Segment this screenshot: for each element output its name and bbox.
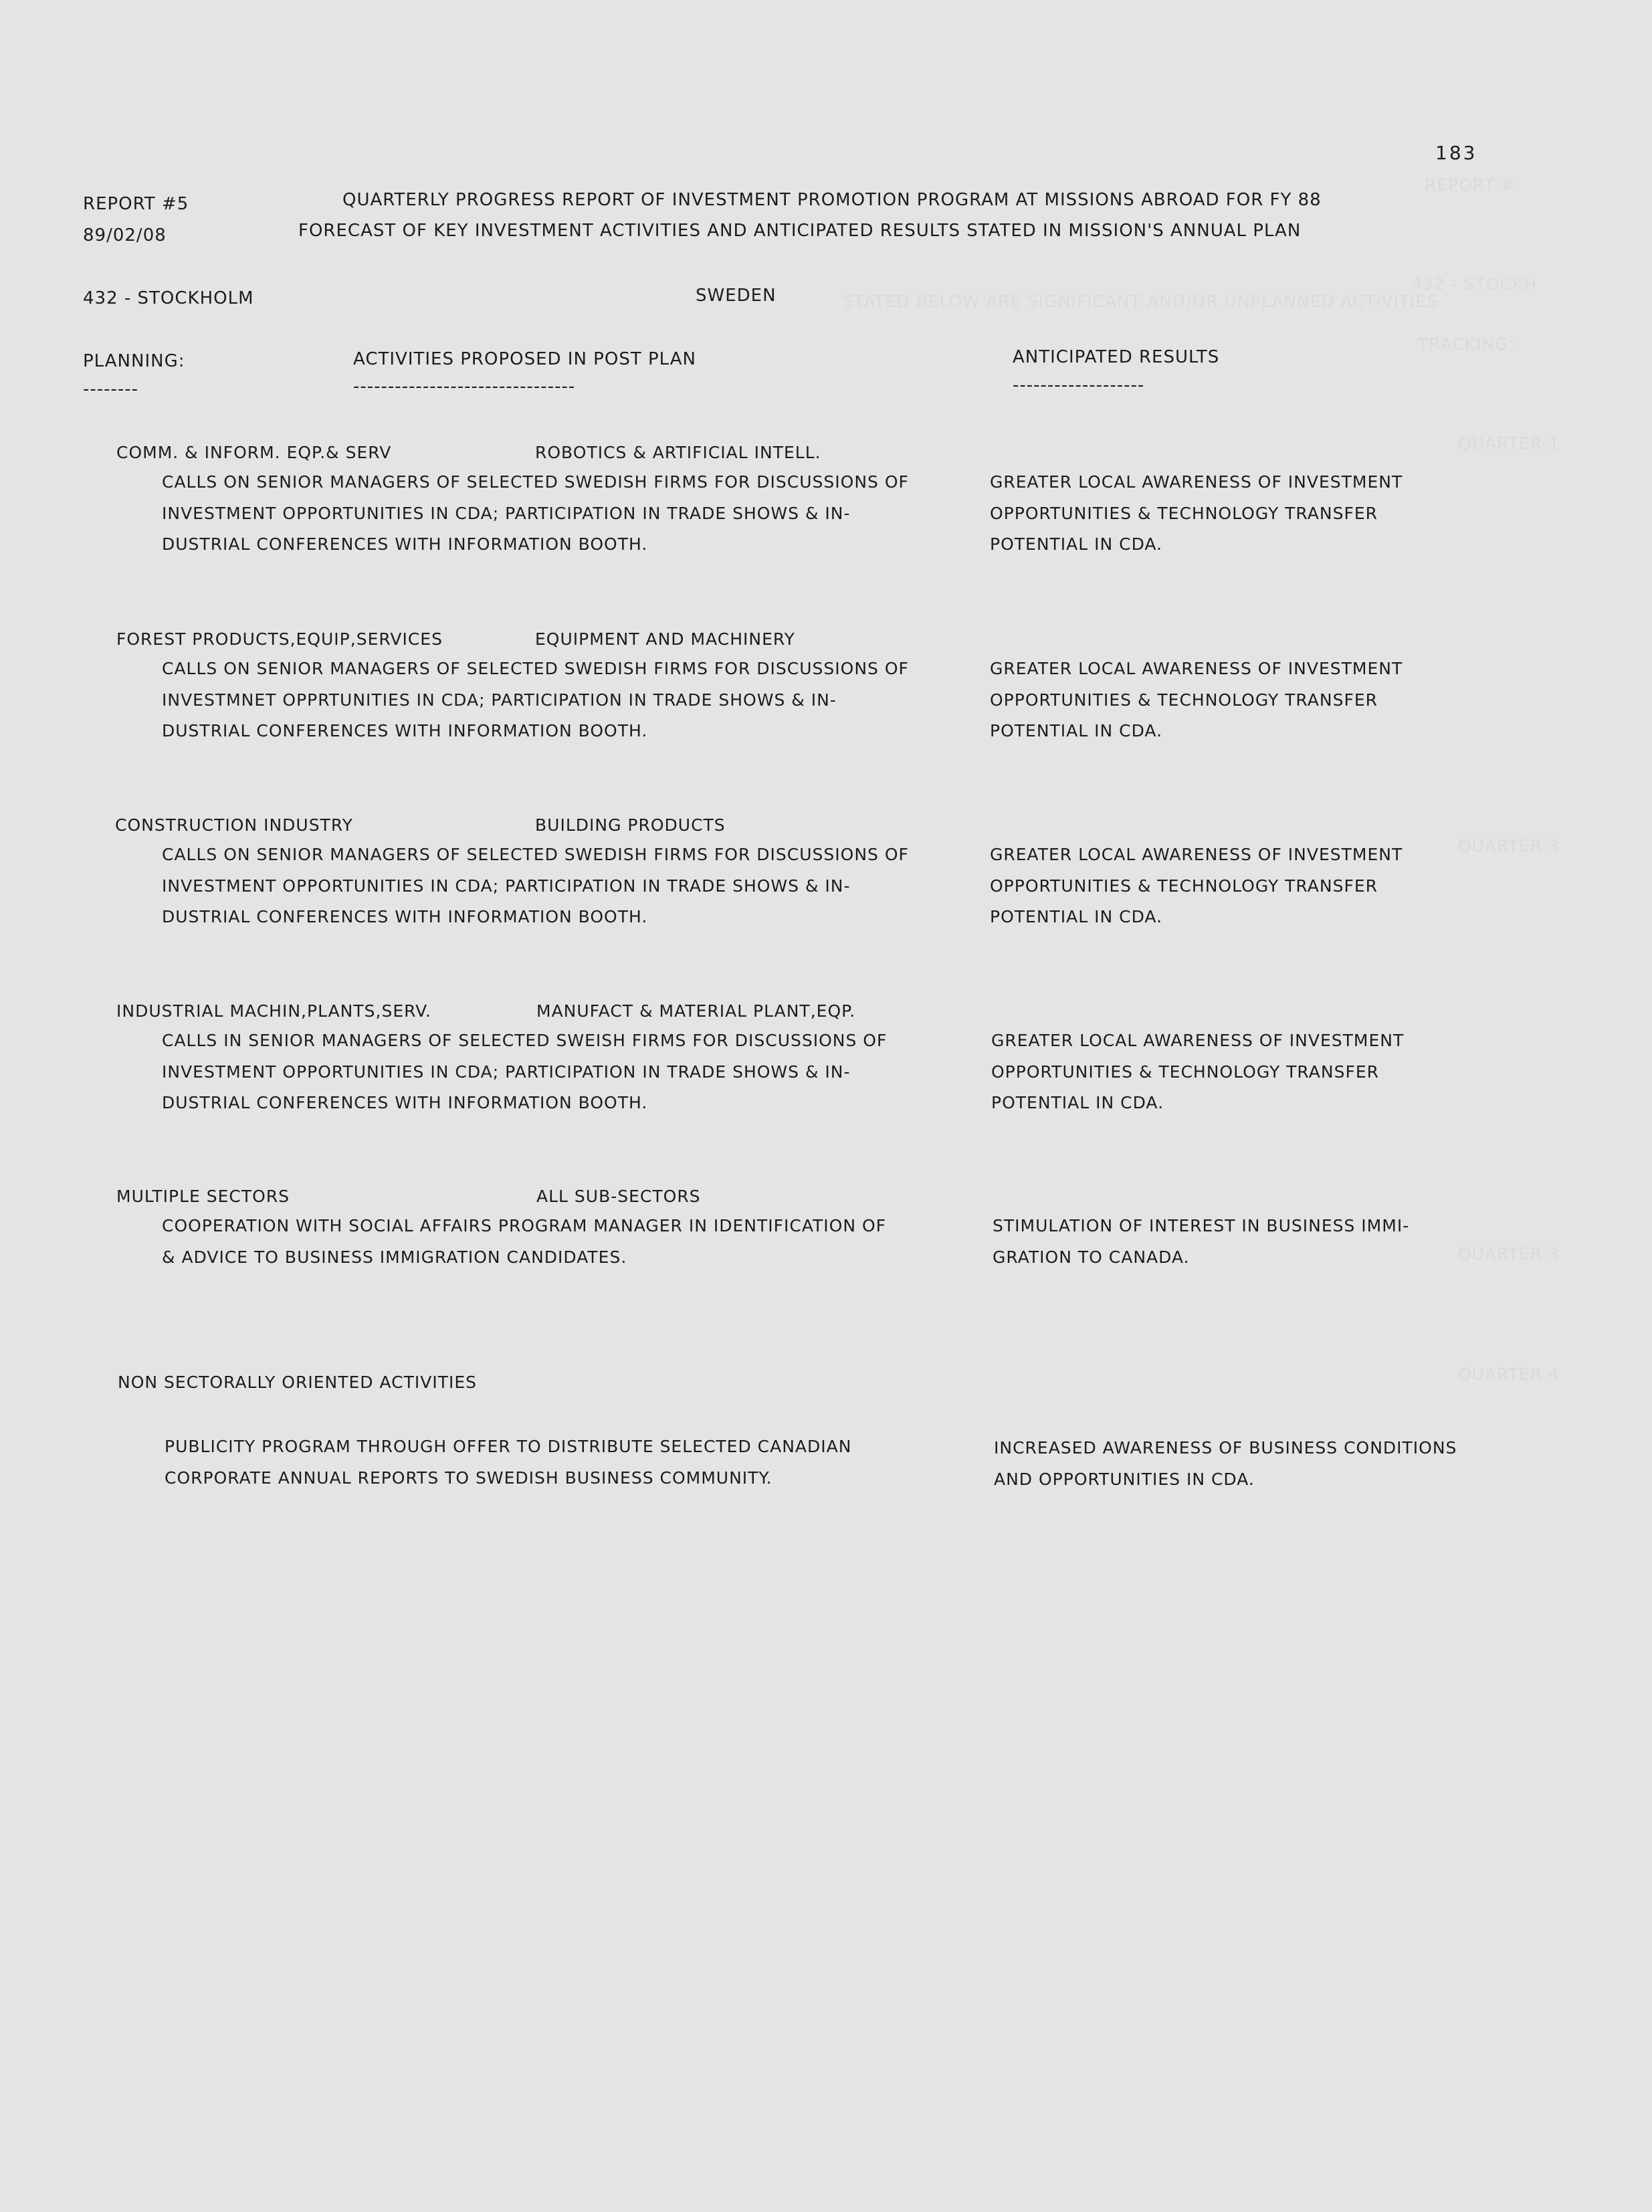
activity-description <box>162 467 909 561</box>
result-line: OPPORTUNITIES & TECHNOLOGY TRANSFER <box>990 503 1378 523</box>
activity-line: INVESTMENT OPPORTUNITIES IN CDA; PARTICIPATION IN TRADE SHOWS & IN- <box>162 1062 851 1082</box>
result-line: AND OPPORTUNITIES IN CDA. <box>994 1469 1255 1489</box>
result-line: GRATION TO CANADA. <box>993 1247 1190 1267</box>
anticipated-result <box>994 1433 1457 1495</box>
activity-line: CALLS IN SENIOR MANAGERS OF SELECTED SWEISH FIRMS FOR DISCUSSIONS OF <box>162 1031 888 1050</box>
bleed-through-text <box>1411 274 1537 294</box>
planning-rule: -------- <box>83 379 139 399</box>
activity-line: CALLS ON SENIOR MANAGERS OF SELECTED SWEDISH FIRMS FOR DISCUSSIONS OF <box>162 472 909 492</box>
result-line: GREATER LOCAL AWARENESS OF INVESTMENT <box>990 845 1403 864</box>
activity-description <box>162 1211 886 1273</box>
result-line: OPPORTUNITIES & TECHNOLOGY TRANSFER <box>991 1062 1380 1082</box>
activity-line: INVESTMENT OPPORTUNITIES IN CDA; PARTICIPATION IN TRADE SHOWS & IN- <box>162 876 851 896</box>
subsector-label: ALL SUB-SECTORS <box>536 1187 701 1206</box>
non-sectoral-heading: NON SECTORALLY ORIENTED ACTIVITIES <box>118 1373 478 1392</box>
page-number: 183 <box>1435 142 1477 164</box>
results-header: ANTICIPATED RESULTS <box>1013 347 1220 367</box>
subsector-label: ROBOTICS & ARTIFICIAL INTELL. <box>535 443 821 462</box>
activity-line: PUBLICITY PROGRAM THROUGH OFFER TO DISTRIBUTE SELECTED CANADIAN <box>165 1437 852 1456</box>
activity-line: CORPORATE ANNUAL REPORTS TO SWEDISH BUSINESS COMMUNITY. <box>165 1468 772 1488</box>
anticipated-result <box>991 1025 1404 1119</box>
report-subtitle: FORECAST OF KEY INVESTMENT ACTIVITIES AND ANTICIPATED RESULTS STATED IN MISSION'S ANNUAL PLAN <box>298 221 1302 241</box>
result-line: OPPORTUNITIES & TECHNOLOGY TRANSFER <box>990 876 1378 896</box>
report-date: 89/02/08 <box>83 225 167 245</box>
sector-label: FOREST PRODUCTS,EQUIP,SERVICES <box>116 629 443 649</box>
activity-line: COOPERATION WITH SOCIAL AFFAIRS PROGRAM MANAGER IN IDENTIFICATION OF <box>162 1216 887 1235</box>
report-number: REPORT #5 <box>83 194 189 214</box>
result-line: STIMULATION OF INTEREST IN BUSINESS IMMI- <box>993 1216 1410 1235</box>
result-line: INCREASED AWARENESS OF BUSINESS CONDITIONS <box>994 1438 1457 1457</box>
activity-line: DUSTRIAL CONFERENCES WITH INFORMATION BOOTH. <box>162 721 648 740</box>
activity-line: INVESTMENT OPPORTUNITIES IN CDA; PARTICIPATION IN TRADE SHOWS & IN- <box>162 503 851 523</box>
result-line: POTENTIAL IN CDA. <box>990 534 1163 554</box>
result-line: POTENTIAL IN CDA. <box>990 907 1163 926</box>
report-title: QUARTERLY PROGRESS REPORT OF INVESTMENT PROMOTION PROGRAM AT MISSIONS ABROAD FOR FY 88 <box>342 190 1322 210</box>
result-line: OPPORTUNITIES & TECHNOLOGY TRANSFER <box>990 690 1378 710</box>
activity-line: CALLS ON SENIOR MANAGERS OF SELECTED SWEDISH FIRMS FOR DISCUSSIONS OF <box>162 845 909 864</box>
subsector-label: EQUIPMENT AND MACHINERY <box>535 629 795 649</box>
anticipated-result <box>990 653 1403 747</box>
activity-line: INVESTMNET OPPRTUNITIES IN CDA; PARTICIPATION IN TRADE SHOWS & IN- <box>162 690 837 710</box>
sector-label: INDUSTRIAL MACHIN,PLANTS,SERV. <box>116 1001 431 1021</box>
subsector-label: MANUFACT & MATERIAL PLANT,EQP. <box>536 1001 856 1021</box>
activity-description <box>162 1025 887 1119</box>
sector-label: CONSTRUCTION INDUSTRY <box>115 815 353 835</box>
bleed-through-text <box>1458 1365 1560 1384</box>
country-name: SWEDEN <box>696 286 777 306</box>
anticipated-result <box>993 1211 1409 1273</box>
bleed-through-text <box>1425 175 1516 195</box>
activity-line: DUSTRIAL CONFERENCES WITH INFORMATION BOOTH. <box>162 907 648 926</box>
bleed-through-text <box>1418 334 1515 354</box>
bleed-through-text <box>1458 836 1560 856</box>
activity-line: & ADVICE TO BUSINESS IMMIGRATION CANDIDATES. <box>162 1247 627 1267</box>
activities-header: ACTIVITIES PROPOSED IN POST PLAN <box>353 349 696 369</box>
result-line: POTENTIAL IN CDA. <box>990 721 1163 740</box>
bleed-through-text <box>1458 1244 1560 1264</box>
sector-label: COMM. & INFORM. EQP.& SERV <box>116 443 392 462</box>
bleed-through-text <box>843 292 1438 311</box>
anticipated-result <box>990 839 1403 933</box>
activity-line: DUSTRIAL CONFERENCES WITH INFORMATION BOOTH. <box>162 1093 648 1112</box>
anticipated-result <box>990 467 1403 561</box>
activity-description <box>165 1431 851 1494</box>
sector-label: MULTIPLE SECTORS <box>116 1187 290 1206</box>
subsector-label: BUILDING PRODUCTS <box>535 815 726 835</box>
result-line: GREATER LOCAL AWARENESS OF INVESTMENT <box>991 1031 1405 1050</box>
activity-description <box>162 839 909 933</box>
activity-line: CALLS ON SENIOR MANAGERS OF SELECTED SWEDISH FIRMS FOR DISCUSSIONS OF <box>162 659 909 678</box>
mission-code: 432 - STOCKHOLM <box>83 288 254 308</box>
result-line: GREATER LOCAL AWARENESS OF INVESTMENT <box>990 659 1403 678</box>
results-rule: ------------------- <box>1013 375 1145 395</box>
result-line: GREATER LOCAL AWARENESS OF INVESTMENT <box>990 472 1403 492</box>
activities-rule: -------------------------------- <box>353 377 576 397</box>
bleed-through-text <box>1458 433 1560 453</box>
activity-line: DUSTRIAL CONFERENCES WITH INFORMATION BOOTH. <box>162 534 648 554</box>
planning-header: PLANNING: <box>83 351 185 371</box>
activity-description <box>162 653 909 747</box>
result-line: POTENTIAL IN CDA. <box>991 1093 1164 1112</box>
